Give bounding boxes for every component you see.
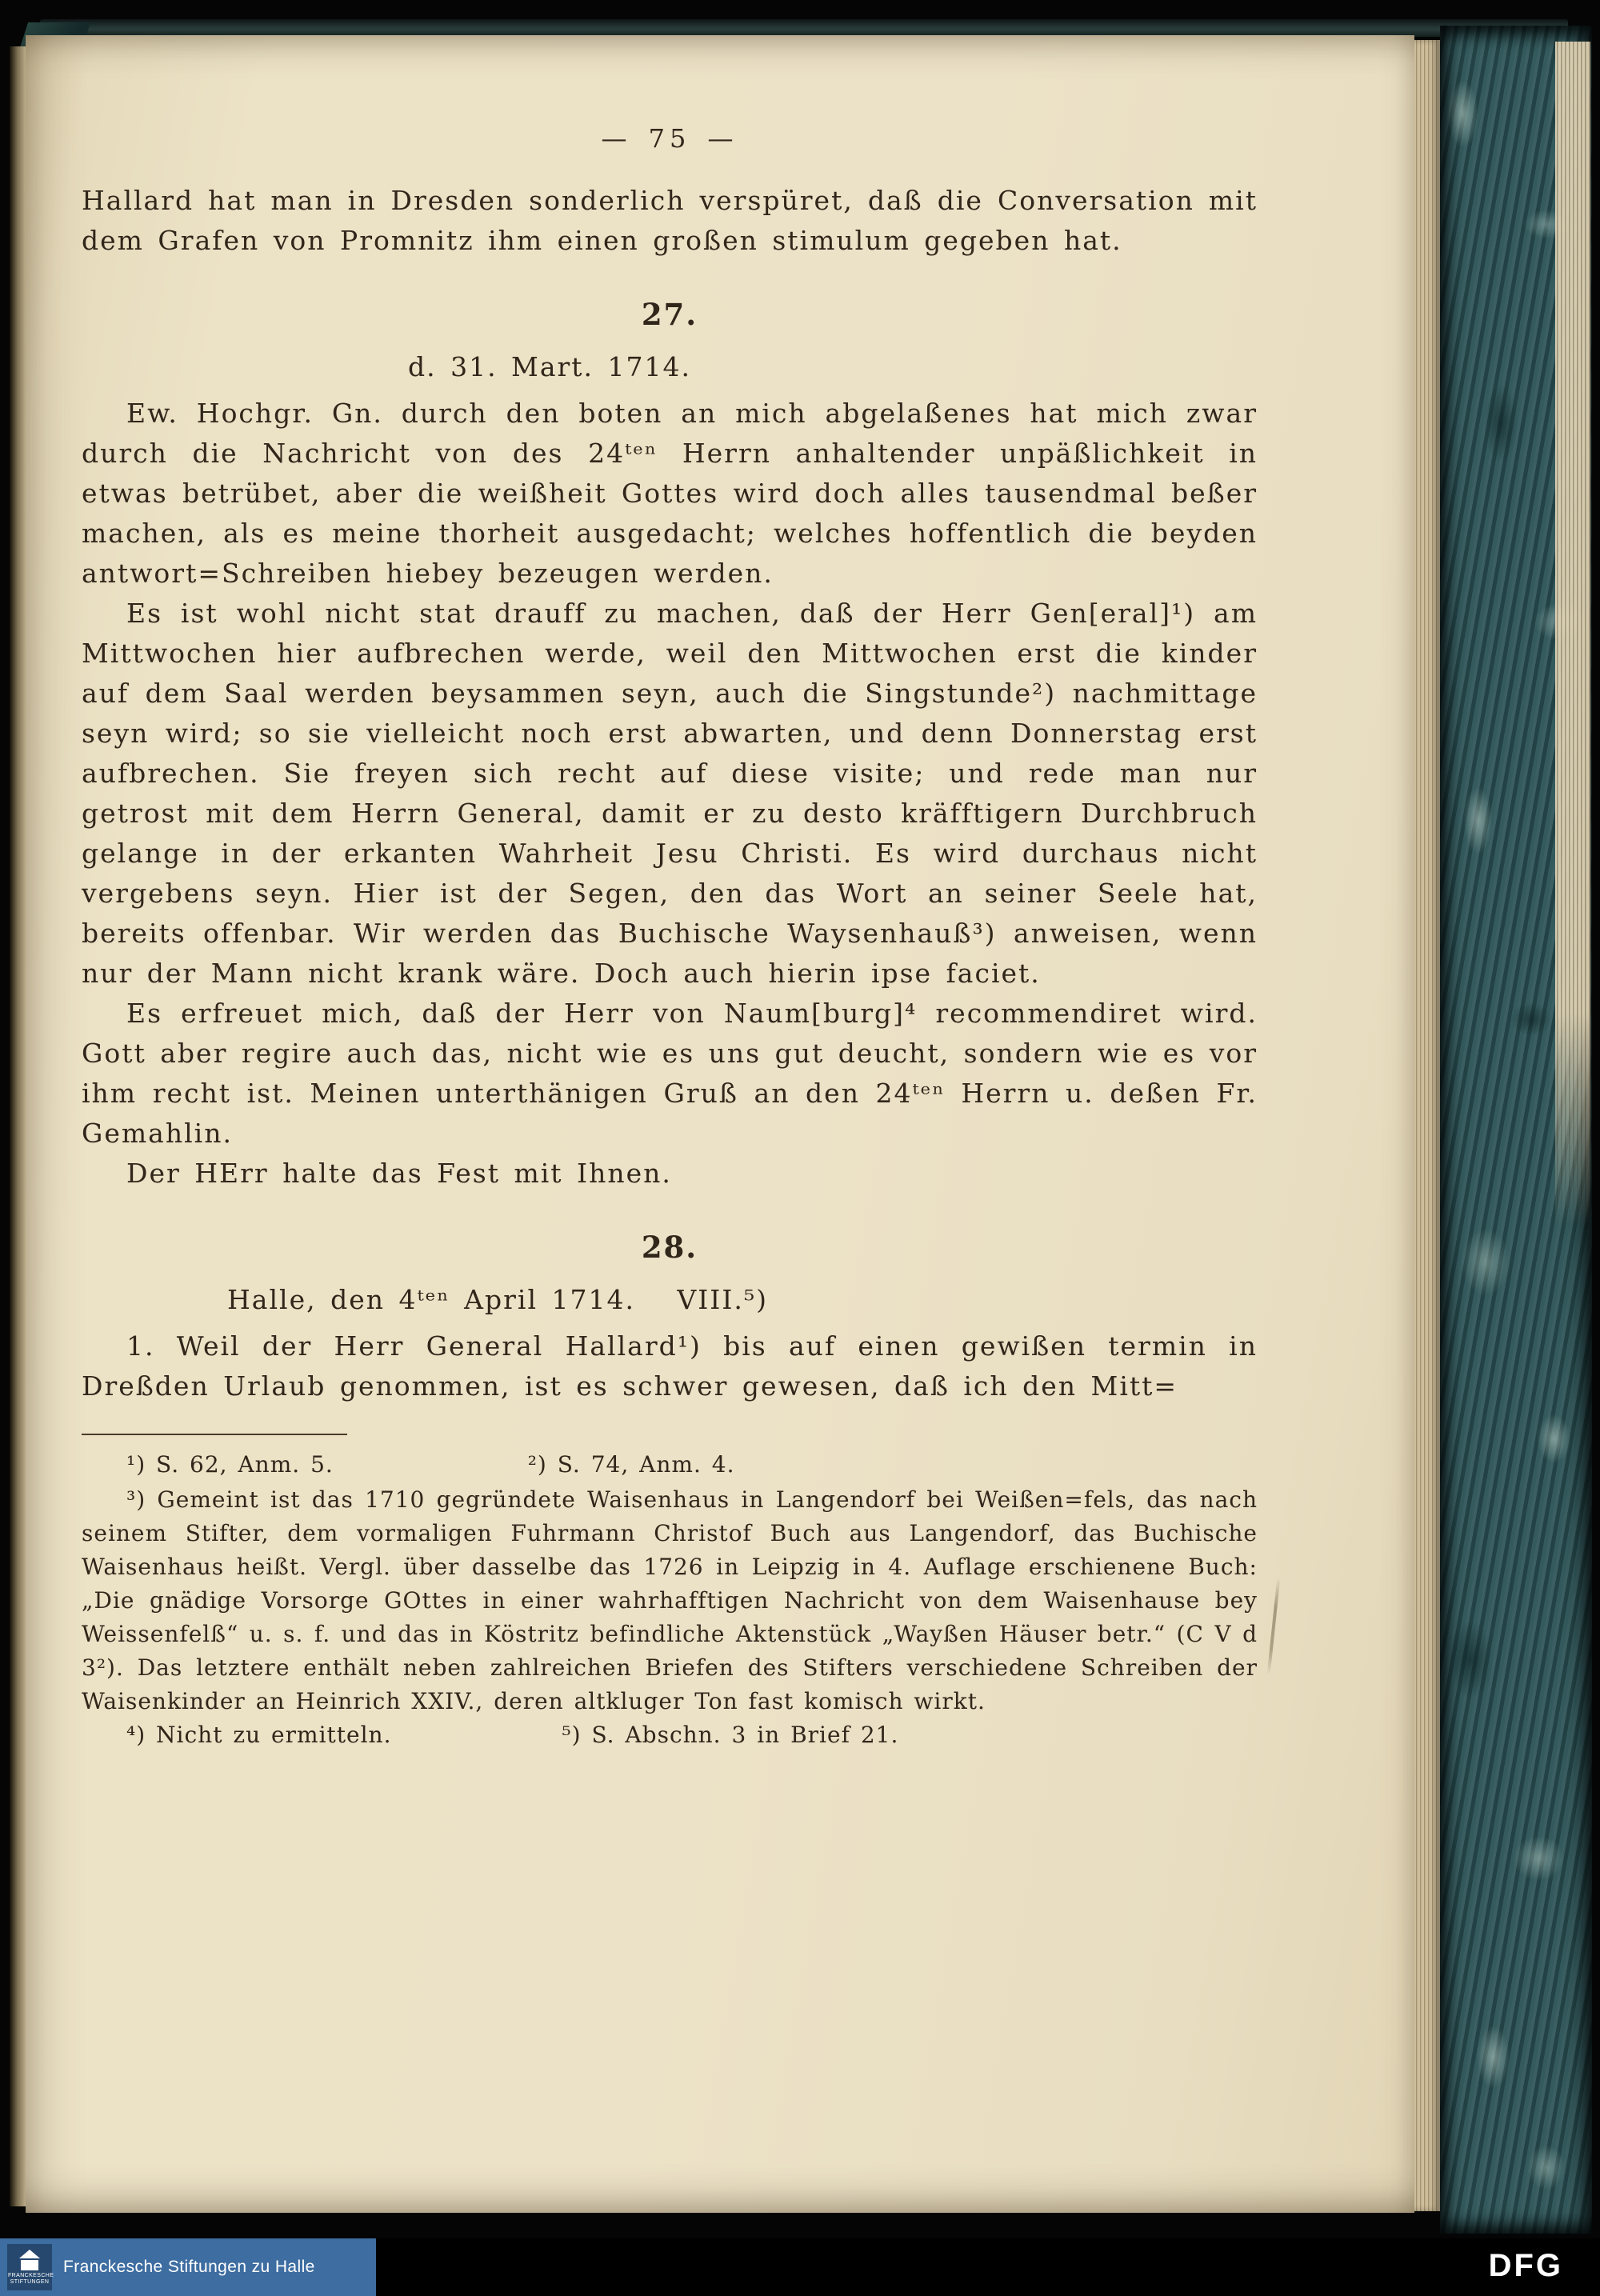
- footnote-4: ⁴) Nicht zu ermitteln.: [126, 1722, 392, 1748]
- letter-27-paragraph-2: Es ist wohl nicht stat drauff zu machen, daß der Herr Gen[eral]¹) am Mittwochen hier aufbrechen werde, weil den Mittwochen erst die kinder auf dem Saal werden beysammen seyn, auch die Singstunde²) nachmittage seyn wird; so sie vielleicht noch erst abwarten, und denn Donnerstag erst aufbrechen. Sie freyen sich recht auf diese visite; und rede man nur getrost mit dem Herrn General, damit er zu desto kräfftigern Durchbruch gelange in der erkanten Wahrheit Jesu Christi. Es wird durchaus nicht vergebens seyn. Hier ist der Segen, den das Wort an seiner Seele hat, bereits offenbar. Wir werden das Buchische Waysenhauß³) anweisen, wenn nur der Mann nicht krank wäre. Doch auch hierin ipse faciet.: [82, 598, 1258, 989]
- page-stack-edge-inner: [1414, 40, 1440, 2211]
- letter-28-heading: 28.: [641, 1230, 698, 1265]
- building-base-icon: [21, 2260, 38, 2270]
- pencil-mark: [1267, 1578, 1281, 1675]
- page-number: — 75 —: [601, 123, 738, 154]
- library-name: Franckesche Stiftungen zu Halle: [63, 2258, 315, 2276]
- continuation-paragraph: Hallard hat man in Dresden sonderlich verspüret, daß die Conversation mit dem Grafen von Promnitz ihm einen großen stimulum gegeben hat.: [82, 185, 1258, 256]
- footnote-1: ¹) S. 62, Anm. 5.: [126, 1451, 334, 1478]
- page-text-column: [82, 82, 1258, 1752]
- book-cover-top-edge: [40, 19, 1568, 37]
- footnote-2: ²) S. 74, Anm. 4.: [527, 1451, 735, 1478]
- logo-caption: FRANCKESCHE STIFTUNGEN: [8, 2272, 54, 2285]
- letter-27-paragraph-3: Es erfreuet mich, daß der Herr von Naum[burg]⁴ recommendiret wird. Gott aber regire auch das, nicht wie es uns gut deucht, sondern wie es vor ihm recht ist. Meinen unterthänigen Gruß an den 24ᵗᵉⁿ Herrn u. deßen Fr. Gemahlin.: [82, 998, 1258, 1149]
- library-banner: [0, 2238, 376, 2296]
- letter-27-paragraph-1: Ew. Hochgr. Gn. durch den boten an mich abgelaßenes hat mich zwar durch die Nachricht von des 24ᵗᵉⁿ Herrn anhaltender unpäßlichkeit in etwas betrübet, aber die weißheit Gottes wird doch alles tausendmal beßer machen, als es meine thorheit ausgedacht; welches hoffentlich die beyden antwort=Schreiben hiebey bezeugen werden.: [82, 398, 1258, 589]
- letter-27-paragraph-4: Der HErr halte das Fest mit Ihnen.: [126, 1158, 672, 1189]
- footnote-row-1: [82, 1448, 1258, 1482]
- page-block-fore-edge: [1555, 42, 1590, 1226]
- footnotes-section: [82, 1434, 1258, 1752]
- letter-27-dateline: d. 31. Mart. 1714.: [407, 351, 692, 382]
- letter-28-dateline: Halle, den 4ᵗᵉⁿ April 1714. VIII.⁵): [227, 1284, 768, 1315]
- footnote-3: ³) Gemeint ist das 1710 gegründete Waisenhaus in Langendorf bei Weißen=fels, das nach seinem Stifter, dem vormaligen Fuhrmann Christof Buch aus Langendorf, das Buchische Waisenhaus heißt. Vergl. über dasselbe das 1726 in Leipzig in 4. Auflage erschienene Buch: „Die gnädige Vorsorge GOttes in einer wahrhafftigen Nachricht von dem Waisenhause bey Weissenfelß“ u. s. f. und das in Köstritz befindliche Aktenstück „Wayßen Häuser betr.“ (C V d 3²). Das letztere enthält neben zahlreichen Briefen des Stifters verschiedene Schreiben der Waisenkinder an Heinrich XXIV., deren altkluger Ton fast komisch wirkt.: [82, 1486, 1258, 1714]
- viewer-footer: [0, 2238, 1600, 2296]
- page-left-edge: [10, 46, 27, 2206]
- footnote-row-2: [82, 1718, 1258, 1752]
- book-page: [26, 35, 1414, 2213]
- footnote-separator-rule: [82, 1434, 347, 1435]
- franckesche-stiftungen-logo: [7, 2244, 52, 2290]
- letter-28-paragraph-1: 1. Weil der Herr General Hallard¹) bis auf einen gewißen termin in Dreßden Urlaub genommen, ist es schwer gewesen, daß ich den Mitt=: [82, 1330, 1258, 1402]
- building-roof-icon: [19, 2250, 40, 2258]
- footnote-5: ⁵) S. Abschn. 3 in Brief 21.: [562, 1722, 899, 1748]
- letter-27-heading: 27.: [641, 297, 698, 332]
- dfg-logo: DFG: [1488, 2248, 1563, 2283]
